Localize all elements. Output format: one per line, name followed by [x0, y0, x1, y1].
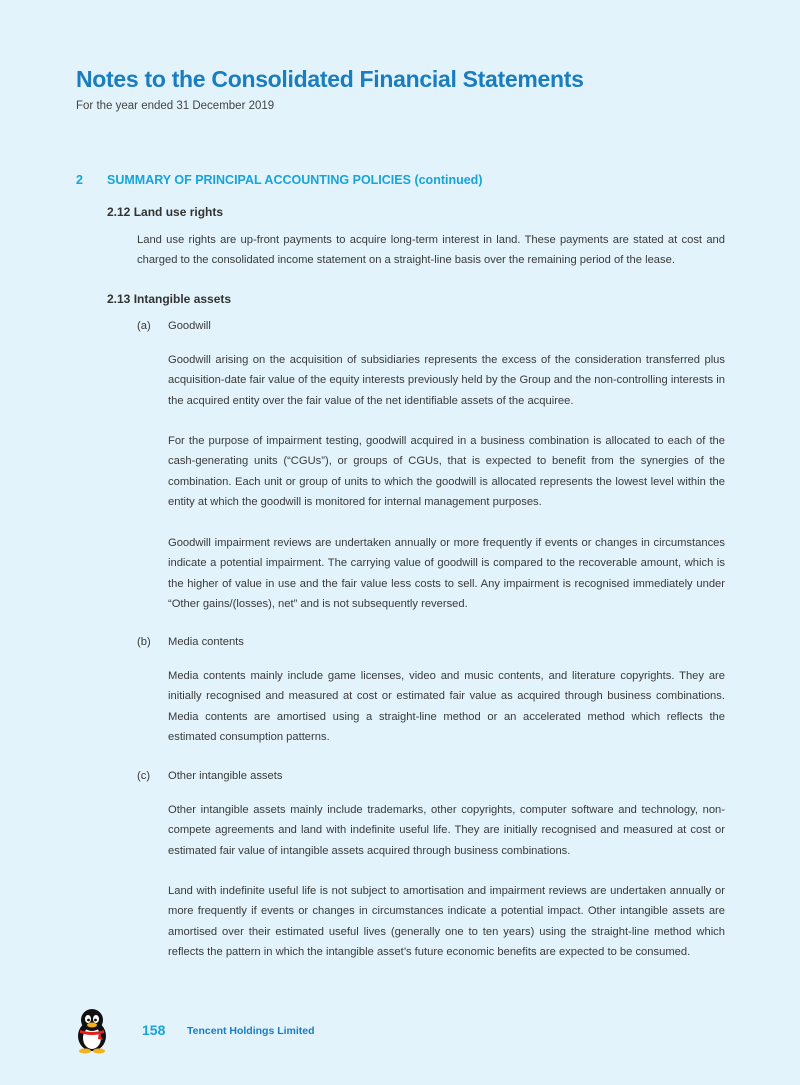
page-number: 158 [142, 1022, 166, 1038]
other-marker: (c) [137, 770, 151, 782]
land-use-heading: 2.12 Land use rights [107, 205, 224, 219]
other-paragraph-1: Other intangible assets mainly include trademarks, other copyrights, computer software and technology, non-compete agreements and land with indefinite useful life. They are initially recognised and measured at cost or estimated fair value of intangible assets acquired through business combinations. [168, 804, 725, 857]
goodwill-label: Goodwill [168, 320, 211, 332]
other-paragraph-2: Land with indefinite useful life is not subject to amortisation and impairment reviews are undertaken annually or more frequently if events or changes in circumstances indicate a potential impact. Other intangible assets are amortised over their estimated useful lives (generally one to ten years) using the straight-line method which reflects the pattern in which the intangible asset’s future economic benefits are expected to be consumed. [168, 885, 725, 959]
media-label: Media contents [168, 636, 244, 648]
penguin-logo-icon [72, 1006, 112, 1054]
section-continued: (continued) [414, 173, 483, 187]
land-use-paragraph: Land use rights are up-front payments to acquire long-term interest in land. These payments are stated at cost and charged to the consolidated income statement on a straight-line basis over the remaining period of the lease. [137, 234, 725, 267]
other-label: Other intangible assets [168, 770, 283, 782]
section-title: SUMMARY OF PRINCIPAL ACCOUNTING POLICIES [107, 173, 411, 187]
section-heading [76, 173, 482, 187]
media-paragraph-1: Media contents mainly include game licenses, video and music contents, and literature copyrights. They are initially recognised and measured at cost or estimated fair value as acquired through business combinations. Media contents are amortised using a straight-line method or an accelerated method which reflects the estimated consumption patterns. [168, 670, 725, 744]
page-title: Notes to the Consolidated Financial Statements [76, 66, 584, 92]
section-number: 2 [76, 173, 83, 187]
media-marker: (b) [137, 636, 151, 648]
media-item [137, 636, 244, 648]
goodwill-marker: (a) [137, 320, 151, 332]
goodwill-paragraph-3: Goodwill impairment reviews are undertaken annually or more frequently if events or changes in circumstances indicate a potential impairment. The carrying value of goodwill is compared to the recoverable amount, which is the higher of value in use and the fair value less costs to sell. Any impairment is recognised immediately under “Other gains/(losses), net” and is not subsequently reversed. [168, 537, 725, 611]
company-name: Tencent Holdings Limited [187, 1025, 315, 1037]
other-item [137, 770, 282, 782]
goodwill-paragraph-2: For the purpose of impairment testing, goodwill acquired in a business combination is allocated to each of the cash-generating units (“CGUs”), or groups of CGUs, that is expected to benefit from the synergies of the combination. Each unit or group of units to which the goodwill is allocated represents the lowest level within the entity at which the goodwill is monitored for internal management purposes. [168, 435, 725, 509]
goodwill-item [137, 320, 211, 332]
page-subtitle: For the year ended 31 December 2019 [76, 100, 275, 112]
goodwill-paragraph-1: Goodwill arising on the acquisition of subsidiaries represents the excess of the consideration transferred plus acquisition-date fair value of the equity interests previously held by the Group and the non-controlling interests in the acquired entity over the fair value of the net identifiable assets of the acquiree. [168, 354, 725, 407]
intangible-heading: 2.13 Intangible assets [107, 292, 232, 306]
